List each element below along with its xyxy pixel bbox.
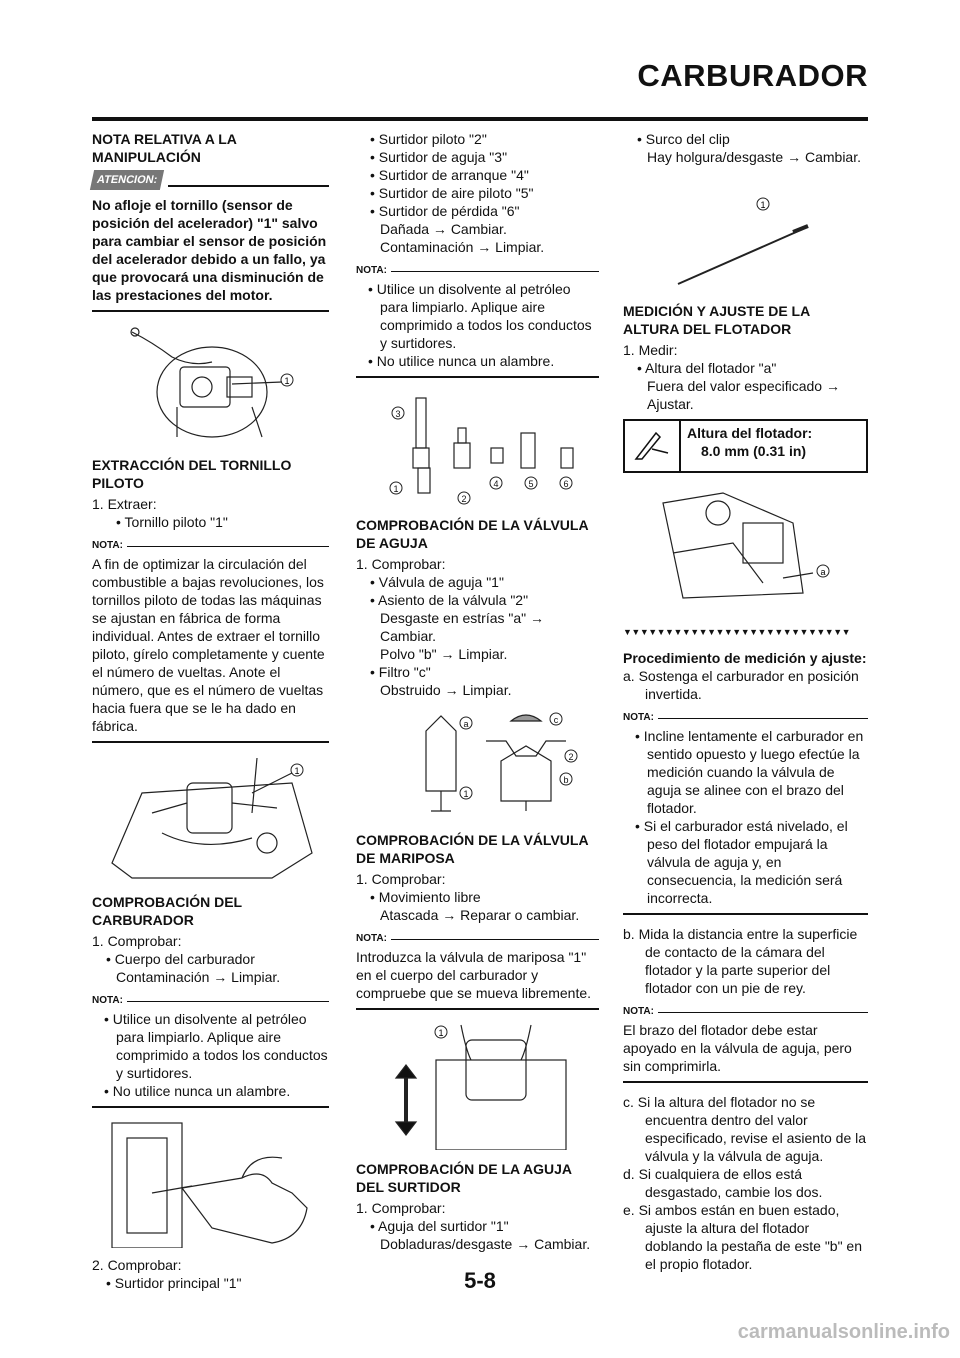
caution-text: No afloje el tornillo (sensor de posición del acelerador) "1" salvo para cambiar el sensor de posición del acelerador debido a un fallo, ya que provocará una disminución de las prestaciones del motor.	[92, 197, 327, 303]
figure-main-jet	[92, 1118, 329, 1248]
note-header: NOTA:	[623, 709, 868, 727]
note-text: A fin de optimizar la circulación del combustible a bajas revoluciones, los tornillos piloto de todas las máquinas se ajustan en fábrica de forma individual. Antes de extraer el tornillo piloto, gírelo completamente y cuente el número de vueltas. Anote el número, que es el número de vueltas hacia fuera que se le ha dado en fábrica.	[92, 556, 325, 734]
figure-jet-needle	[623, 174, 868, 294]
procedure-title: Procedimiento de medición y ajuste:	[623, 650, 867, 666]
column-3: • Surco del clip Hay holgura/desgaste → Cambiar. 1 MEDICIÓN Y AJUSTE DE LA ALTURA DEL FLOTADOR 1. Medir: • Altura del flotador "a" Fuera del valor especificado → Ajustar. Altura del flotador: 8.0 mm (0.31 in) a ▼▼▼▼▼▼▼▼▼▼▼▼▼▼▼▼▼▼▼▼▼▼▼▼▼▼▼ Procedimiento de medición y ajuste: a. Sostenga el carburador en posición invertida. NOTA: • Incline lentamente el carburador en sentido opuesto y luego efectúe la medición cuando la válvula de aguja se alinee con el brazo del flotador. • Si el carburador está nivelado, el peso del flotador empujará la válvula de aguja y, en consecuencia, la medición será incorrecta. b. Mida la distancia entre la superficie de contacto de la cámara del flotador y la parte superior del flotador con un pie de rey. NOTA: El brazo del flotador debe estar apoyado en la válvula de aguja, pero sin comprimirla. c. Si la altura del flotador no se encuentra dentro del valor especificado, revise el asiento de la válvula y la válvula de aguja. d. Si cualquiera de ellos está desgastado, cambie los dos. e. Si ambos están en buen estado, ajuste la altura del flotador doblando la pestaña de este "b" en el propio flotador.	[623, 131, 867, 1272]
svg-text:b: b	[563, 775, 569, 785]
list-item: • Surtidor de aguja "3"	[370, 149, 508, 165]
note-header: NOTA:	[356, 262, 599, 280]
figure-needle-valve	[356, 711, 599, 821]
section-heading-float-height: MEDICIÓN Y AJUSTE DE LA ALTURA DEL FLOTADOR	[623, 303, 810, 337]
watermark: carmanualsonline.info	[737, 1321, 950, 1343]
svg-text:a: a	[820, 567, 826, 577]
page-number: 5-8	[464, 1268, 496, 1293]
callout-1: 1	[294, 766, 300, 776]
figure-throttle-sensor	[92, 322, 329, 442]
spec-value: 8.0 mm (0.31 in)	[701, 443, 807, 459]
note-header: NOTA:	[356, 930, 599, 948]
callout-6: 6	[563, 479, 569, 489]
callout-3: 3	[395, 409, 401, 419]
callout-1: 1	[284, 376, 290, 386]
list-item: • Surtidor de aire piloto "5"	[370, 185, 534, 201]
section-heading-needle-valve: COMPROBACIÓN DE LA VÁLVULA DE AGUJA	[356, 517, 589, 551]
procedure-start-marker: ▼▼▼▼▼▼▼▼▼▼▼▼▼▼▼▼▼▼▼▼▼▼▼▼▼▼▼	[623, 627, 851, 637]
note-header: NOTA:	[92, 992, 329, 1010]
caliper-icon	[625, 421, 681, 471]
spec-box	[623, 419, 868, 473]
column-2: • Surtidor piloto "2" • Surtidor de aguja "3" • Surtidor de arranque "4" • Surtidor de aire piloto "5" • Surtidor de pérdida "6" Dañada → Cambiar. Contaminación → Limpiar. NOTA: • Utilice un disolvente al petróleo para limpiarlo. Aplique aire comprimido a todos los conductos y surtidores. • No utilice nunca un alambre. 1 2 3 4 5 6 COMPROBACIÓN DE LA VÁLVULA DE AGUJA 1. Comprobar: • Válvula de aguja "1" • Asiento de la válvula "2" Desgaste en estrías "a" → Cambiar. Polvo "b" → Limpiar. • Filtro "c" Obstruido → Limpiar. a c 2 1 b COMPROBACIÓN DE LA VÁLVULA DE MARIPOSA 1. Comprobar: • Movimiento libre Atascada → Reparar o cambiar. NOTA: Introduzca la válvula de mariposa "1" en el cuerpo del carburador y compruebe que se mueva libremente. 1 COMPROBACIÓN DE LA AGUJA DEL SURTIDOR 1. Comprobar: • Aguja del surtidor "1" Dobladuras/desgaste → Cambiar.	[356, 130, 599, 1253]
figure-throttle-valve	[356, 1020, 599, 1150]
section-heading-carb-check: COMPROBACIÓN DEL CARBURADOR	[92, 894, 242, 928]
note-header: NOTA:	[623, 1003, 868, 1021]
figure-pilot-screw	[92, 753, 329, 883]
svg-text:1: 1	[760, 200, 766, 210]
list-item: • Surtidor piloto "2"	[370, 131, 487, 147]
caution-label: ATENCION:	[90, 170, 165, 190]
section-heading-throttle-valve: COMPROBACIÓN DE LA VÁLVULA DE MARIPOSA	[356, 832, 589, 866]
svg-text:1: 1	[463, 789, 469, 799]
section-heading-pilot-screw: EXTRACCIÓN DEL TORNILLO PILOTO	[92, 457, 292, 491]
page-title: CARBURADOR	[637, 58, 868, 93]
figure-float-height	[623, 483, 868, 613]
figure-jets	[356, 388, 599, 508]
caution-header	[92, 170, 329, 190]
callout-5: 5	[528, 479, 534, 489]
spec-label: Altura del flotador:	[687, 425, 813, 441]
list-item: • Surtidor de pérdida "6"	[370, 203, 520, 219]
header-rule	[92, 117, 868, 121]
section-heading-manipulation: NOTA RELATIVA A LA MANIPULACIÓN	[92, 131, 237, 165]
column-1: NOTA RELATIVA A LA MANIPULACIÓN ATENCION: No afloje el tornillo (sensor de posición del acelerador) "1" salvo para cambiar el sensor de posición del acelerador debido a un fallo, ya que provocará una disminución de las prestaciones del motor. 1 EXTRACCIÓN DEL TORNILLO PILOTO 1. Extraer: • Tornillo piloto "1" NOTA: A fin de optimizar la circulación del combustible a bajas revoluciones, los tornillos piloto de todas las máquinas se ajustan en fábrica de forma individual. Antes de extraer el tornillo piloto, gírelo completamente y cuente el número de vueltas. Anote el número, que es el número de vueltas hacia fuera que se le ha dado en fábrica. 1 COMPROBACIÓN DEL CARBURADOR 1. Comprobar: • Cuerpo del carburador Contaminación → Limpiar. NOTA: • Utilice un disolvente al petróleo para limpiarlo. Aplique aire comprimido a todos los conductos y surtidores. • No utilice nunca un alambre. 2. Comprobar: • Surtidor principal "1"	[92, 130, 329, 1292]
svg-text:2: 2	[568, 752, 574, 762]
callout-2: 2	[461, 494, 467, 504]
note-header: NOTA:	[92, 537, 329, 555]
callout-4: 4	[493, 479, 499, 489]
svg-text:a: a	[463, 719, 469, 729]
section-heading-jet-needle: COMPROBACIÓN DE LA AGUJA DEL SURTIDOR	[356, 1161, 572, 1195]
svg-text:c: c	[553, 715, 559, 725]
callout-1: 1	[393, 484, 399, 494]
svg-text:1: 1	[438, 1028, 444, 1038]
list-item: • Surtidor de arranque "4"	[370, 167, 529, 183]
